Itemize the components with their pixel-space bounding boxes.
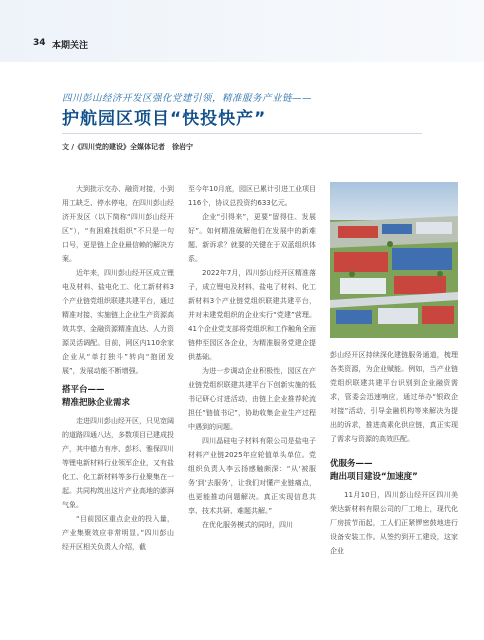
- section-heading: [62, 384, 174, 410]
- section-heading-line-2: 跑出项目建设“加速度”: [330, 472, 418, 482]
- section-heading: [330, 458, 458, 484]
- section-label: 本期关注: [52, 41, 89, 51]
- industrial-park-aerial-photo: [330, 182, 458, 338]
- paragraph: 大到批示交办、融资对接，小到用工缺乏、停水停电，在四川彭山经济开发区（以下简称“四川彭山经开区”），“有困难找组织”不只是一句口号，更是链上企业最信赖的解决方案。: [62, 185, 174, 263]
- paragraph: 企业“引得来”，更要“留得住、发展好”。如何精准破解他们在发展中的新难题、新诉求？就要的关键在于双蓝组织体系。: [188, 213, 316, 263]
- page-header: [0, 0, 484, 62]
- section-heading-line-1: 优服务——: [330, 459, 373, 469]
- paragraph: 彭山经开区持续深化建链服务通道，梳理各类资源，为企业赋能。例如，当产业链党组织联建共建平台识别到企业融资需求，管委会迅速响应，通过举办“银政企对接”活动，引导金融机构等来解决为提出的诉求，推进高素化供应链，真正实现了需求与资源的高效匹配。: [330, 351, 458, 443]
- paragraph: 至今年10月底，园区已累计引进工业项目116个，协议总投资约633亿元。: [188, 185, 316, 207]
- paragraph: 四川晶硅电子材料有限公司是盐电子材料产业链2025年应轮值单头单位。党组织负责人李云扬感触颇深：“从‘被服务’到‘去服务’，让我们对懂产业链痛点，也更能推动问题解决。真正实现信息共享、技术共研、难题共解。”: [188, 437, 316, 515]
- paragraph: 2022年7月，四川彭山经开区精准落子，成立锂电及材料、盐电了材料、化工新材料3个产业链党组织联建共建平台，并对未建党组织的企业实行“党建”营理。41个企业党支部将党组织和工作触角全面链伸至园区各企业，为精准服务党建企提供基础。: [188, 269, 316, 361]
- paragraph: 为进一步调动企业积极性，园区在产业链党组织联建共建平台下创新实施的低书记研心讨进活动，由链上企业推荐轮流担任“链值书记”，协助收集企业生产过程中遇到的问题。: [188, 367, 316, 431]
- page-number: 34: [33, 38, 46, 48]
- article-title: 护航园区项目“快投快产”: [62, 109, 267, 129]
- photo-illustration: [330, 182, 458, 338]
- paragraph: 11月10日，四川彭山经开区四川美荣达新材料有限公司的厂工地上，现代化厂房拔节而起，工人们正紧锣密鼓地进行设备安装工作。从签约到开工建设，这家企业: [330, 491, 458, 555]
- article-byline: 文 /《四川党的建设》全媒体记者 徐岩宁: [62, 143, 193, 151]
- paragraph: 走进四川彭山经开区，只见宽阔的道路四通八达，多数项目已建成投产，其中德力有序、彭杉、雅保四川等锂电新材料行业领军企业，又有盐化工、化工新材料等多行业聚集在一起。共同构筑出这片产业高地的澎湃气象。: [62, 417, 174, 509]
- title-divider: [62, 133, 422, 134]
- article-column-1: [62, 182, 174, 554]
- paragraph: 近年来，四川彭山经开区成立锂电及材料、盐电化工、化工新材料3个产业链党组织联建共建平台，通过精准对接、实施链上企业生产资源高效共享、金融资源精准直达、人力资源灵活调配。目前，网区内110余家企业从“单打独斗”转向“抱团发展”，发展动能不断增强。: [62, 269, 174, 375]
- section-heading-line-1: 搭平台——: [62, 385, 105, 395]
- article-column-2: [188, 182, 316, 532]
- paragraph: 在优化服务模式的同时，四川: [202, 521, 293, 529]
- article-kicker: 四川彭山经济开发区强化党建引领，精准服务产业链——: [62, 93, 313, 104]
- section-heading-line-2: 精准把脉企业需求: [62, 398, 131, 408]
- article-column-3: [330, 348, 458, 558]
- paragraph: “目前园区重点企业的投入量，产业集聚效应非常明显。”四川彭山经开区相关负责人介绍，截: [62, 515, 174, 551]
